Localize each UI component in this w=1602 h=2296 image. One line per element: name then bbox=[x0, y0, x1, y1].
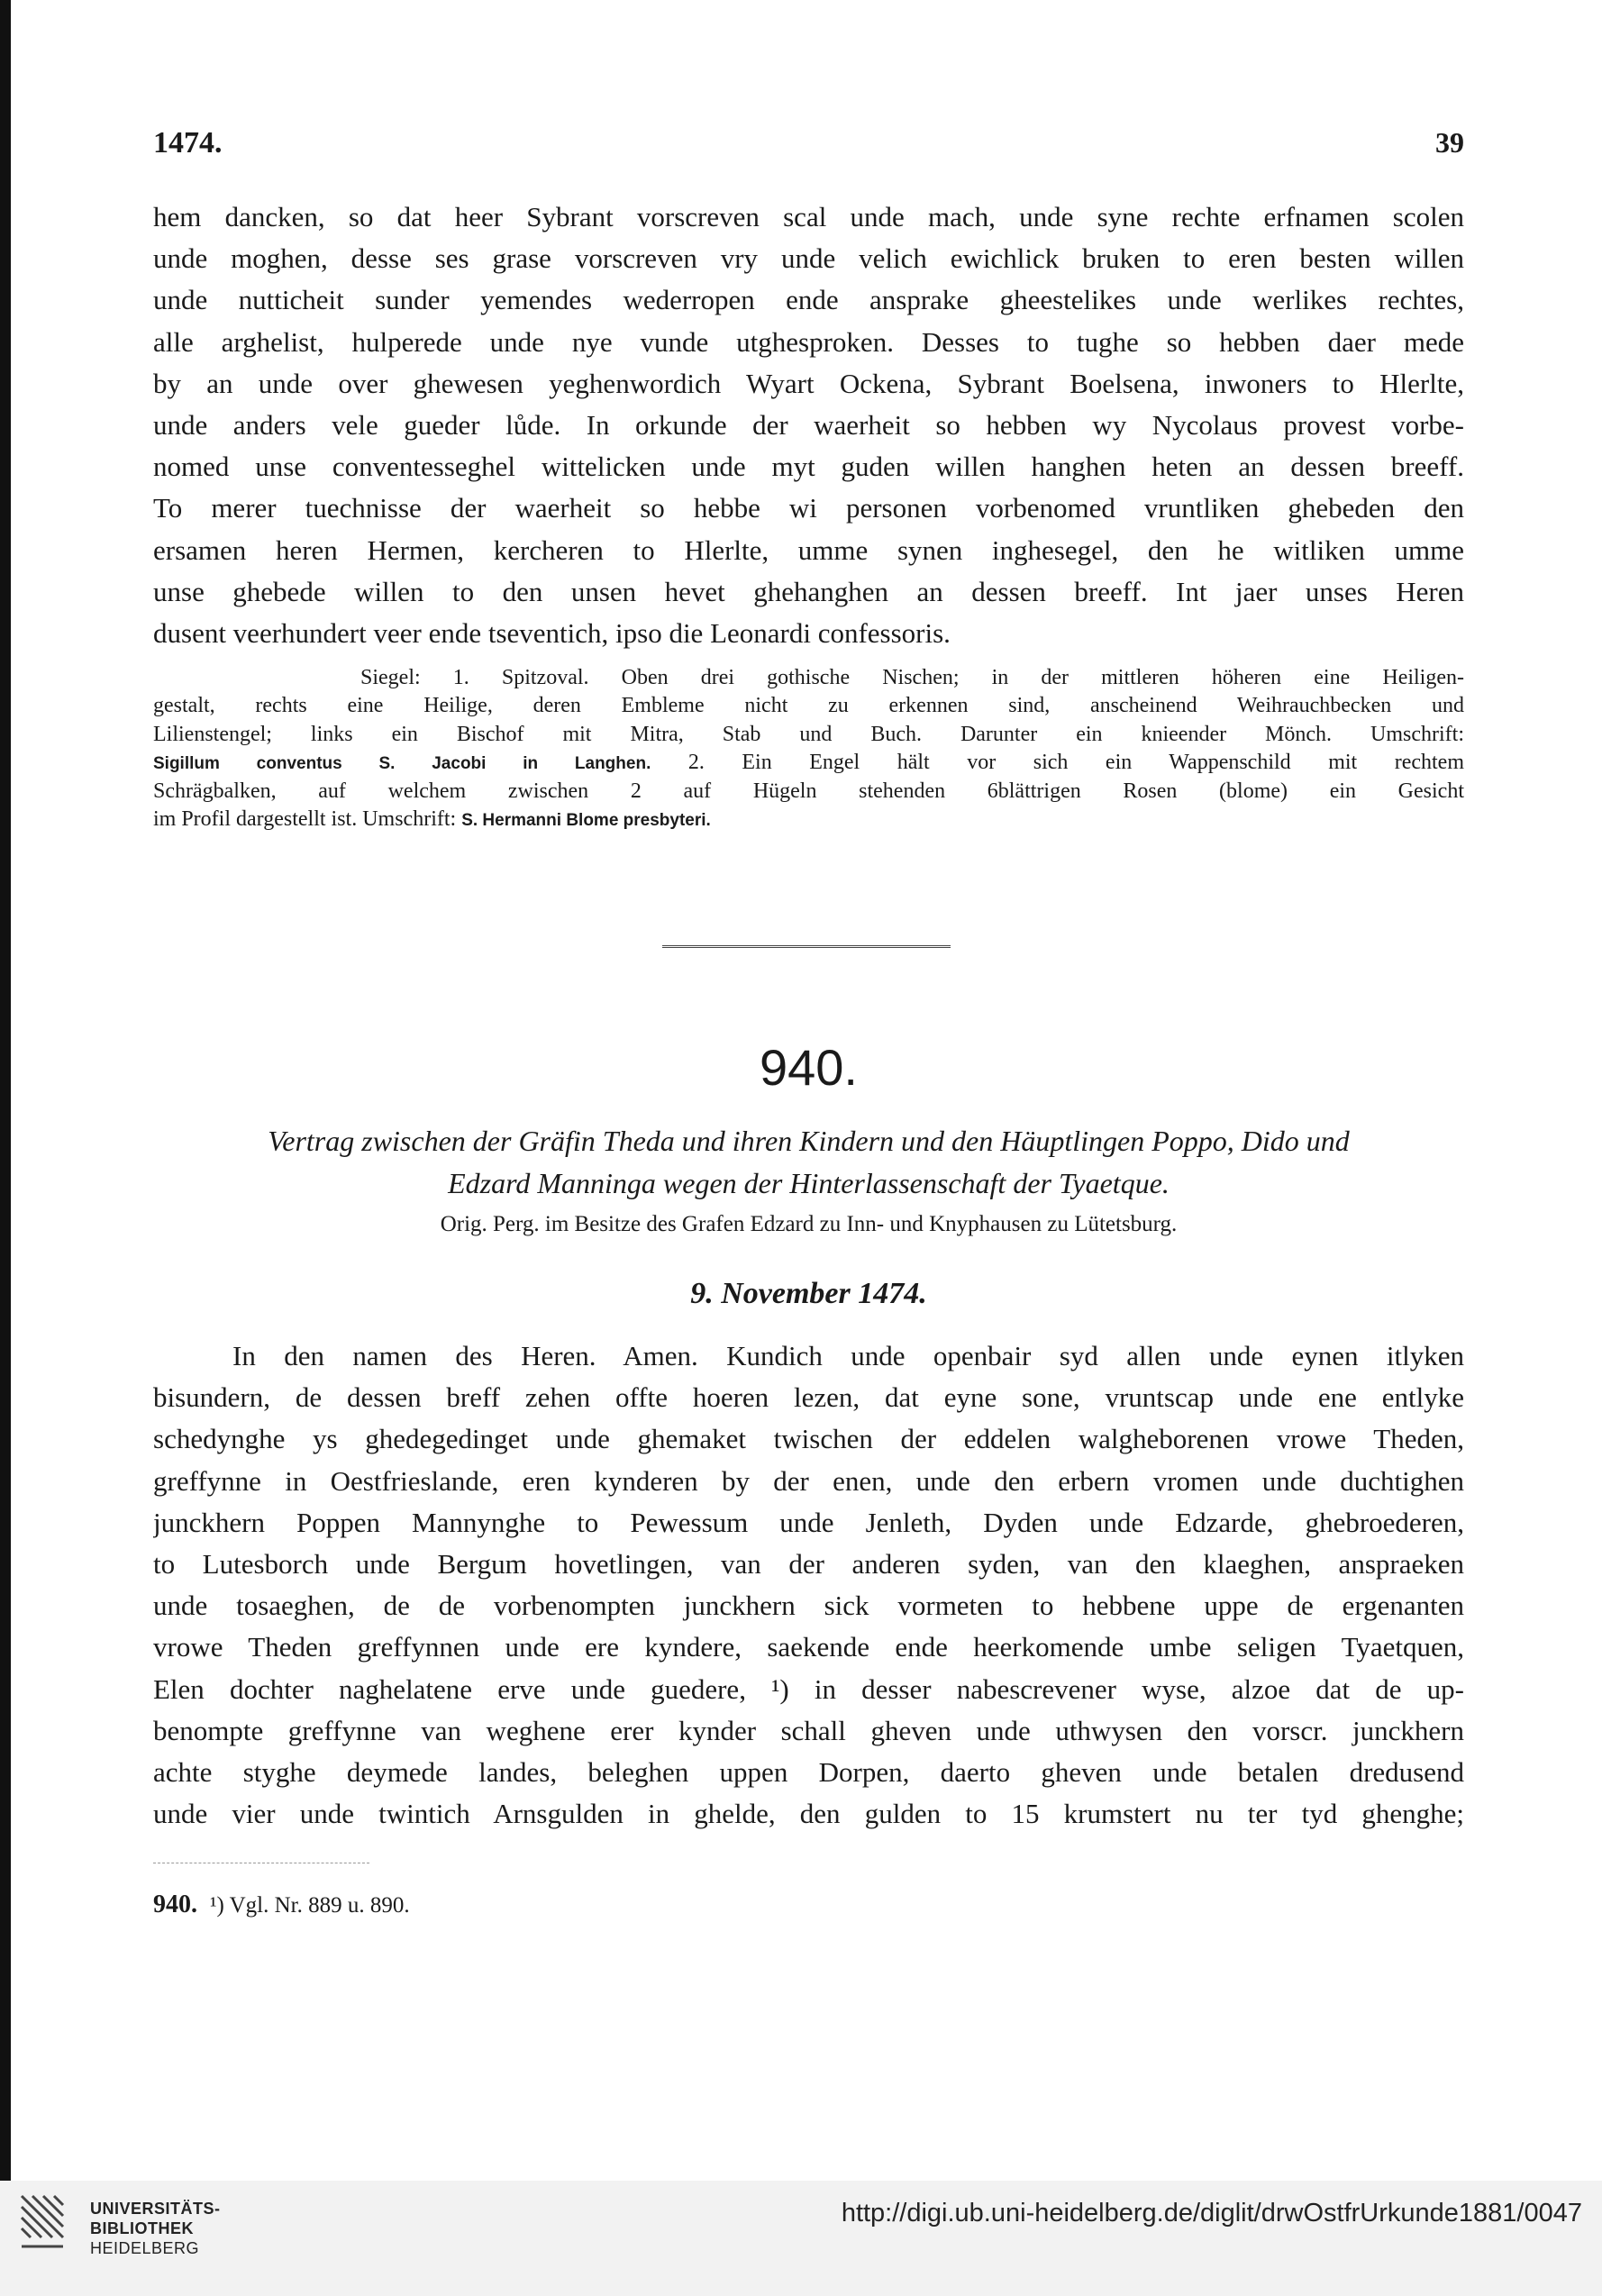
footnote bbox=[153, 1891, 410, 1919]
note-line: Siegel: 1. Spitzoval. Oben drei gothische Nischen; in der mittleren höheren eine Heiligen- bbox=[360, 666, 1464, 689]
charter-text-continued bbox=[153, 196, 1464, 654]
note-line: Schrägbalken, auf welchem zwischen 2 auf Hügeln stehenden 6blättrigen Rosen (blome) ein Gesicht bbox=[153, 779, 1464, 803]
note-line: Lilienstengel; links ein Bischof mit Mitra, Stab und Buch. Darunter ein knieender Mönch. Umschrift: bbox=[153, 722, 1464, 746]
text-line: unde anders vele gueder lůde. In orkunde der waerheit so hebben wy Nycolaus provest vorbe- bbox=[153, 408, 1464, 441]
text-line: unde moghen, desse ses grase vorscreven vry unde velich ewichlick bruken to eren besten willen bbox=[153, 242, 1464, 275]
text-line: unde nutticheit sunder yemendes wederropen ende ansprake gheestelikes unde werlikes rechtes, bbox=[153, 284, 1464, 316]
document-source: Orig. Perg. im Besitze des Grafen Edzard zu Inn- und Knyphausen zu Lütetsburg. bbox=[440, 1212, 1178, 1236]
library-name-line: UNIVERSITÄTS- bbox=[90, 2200, 221, 2218]
note-fragment: im Profil dargestellt ist. Umschrift: bbox=[153, 806, 462, 831]
text-line: nomed unse conventesseghel wittelicken unde myt guden willen hanghen heten an dessen breeff. bbox=[153, 451, 1464, 483]
text-line: schedynghe ys ghedegedinget unde ghemaket twischen der eddelen walgheborenen vrowe Theden, bbox=[153, 1423, 1464, 1455]
note-line: gestalt, rechts eine Heilige, deren Embleme nicht zu erkennen sind, anscheinend Weihrauchbecken und bbox=[153, 694, 1464, 718]
library-logo-icon bbox=[18, 2192, 67, 2250]
document-title bbox=[153, 1120, 1464, 1205]
page-number: 39 bbox=[1435, 126, 1464, 159]
charter-text bbox=[153, 1335, 1464, 1835]
running-header bbox=[153, 126, 1464, 162]
text-line: vrowe Theden greffynnen unde ere kyndere, saekende ende heerkomende umbe seligen Tyaetquen, bbox=[153, 1631, 1464, 1663]
footnote-number: 940. bbox=[153, 1891, 197, 1918]
text-line: benompte greffynne van weghene erer kynder schall gheven unde uthwysen den vorscr. junckhern bbox=[153, 1714, 1464, 1746]
text-line: To merer tuechnisse der waerheit so hebbe wi personen vorbenomed vruntliken ghebeden den bbox=[153, 492, 1464, 524]
document-date: 9. November 1474. bbox=[690, 1277, 927, 1310]
note-line bbox=[153, 749, 1464, 777]
text-line: unde vier unde twintich Arnsgulden in ghelde, den gulden to 15 krumstert nu ter tyd ghenghe; bbox=[153, 1798, 1464, 1830]
text-line: Elen dochter naghelatene erve unde guedere, ¹) in desser nabescrevener wyse, alzoe dat de up- bbox=[153, 1672, 1464, 1705]
library-name-line: HEIDELBERG bbox=[90, 2239, 200, 2257]
text-line: ersamen heren Hermen, kercheren to Hlerlte, umme synen inghesegel, den he witliken umme bbox=[153, 533, 1464, 566]
source-url-link[interactable]: http://digi.ub.uni-heidelberg.de/diglit/drwOstfrUrkunde1881/0047 bbox=[841, 2199, 1582, 2228]
text-line: dusent veerhundert veer ende tseventich, ipso die Leonardi confessoris. bbox=[153, 616, 951, 649]
text-line: unse ghebede willen to den unsen hevet ghehanghen an dessen breeff. Int jaer unses Heren bbox=[153, 575, 1464, 607]
library-name-line: BIBLIOTHEK bbox=[90, 2219, 194, 2237]
text-line: greffynne in Oestfrieslande, eren kynderen by der enen, unde den erbern vromen unde duchtighen bbox=[153, 1464, 1464, 1497]
text-line: to Lutesborch unde Bergum hovetlingen, van der anderen syden, van den klaeghen, anspraeken bbox=[153, 1547, 1464, 1580]
document-number: 940. bbox=[760, 1039, 858, 1096]
text-line: hem dancken, so dat heer Sybrant vorscreven scal unde mach, unde syne rechte erfnamen scolen bbox=[153, 201, 1464, 232]
header-year: 1474. bbox=[153, 126, 223, 159]
text-line: In den namen des Heren. Amen. Kundich unde openbair syd allen unde eynen itlyken bbox=[232, 1340, 1464, 1371]
seal-description bbox=[153, 664, 1464, 834]
library-name bbox=[90, 2199, 221, 2258]
title-line: Vertrag zwischen der Gräfin Theda und ihren Kindern und den Häuptlingen Poppo, Dido und bbox=[268, 1125, 1350, 1157]
scan-edge bbox=[0, 0, 11, 2181]
text-line: unde tosaeghen, de de vorbenompten junckhern sick vormeten to hebbene uppe de ergenanten bbox=[153, 1590, 1464, 1622]
seal-inscription: Sigillum conventus S. Jacobi in Langhen. bbox=[153, 754, 651, 774]
note-line bbox=[153, 806, 1464, 834]
section-divider bbox=[662, 945, 951, 948]
footnote-text: ¹) Vgl. Nr. 889 u. 890. bbox=[210, 1893, 410, 1918]
text-line: alle arghelist, hulperede unde nye vunde utghesproken. Desses to tughe so hebben daer mede bbox=[153, 325, 1464, 358]
text-line: junckhern Poppen Mannynghe to Pewessum unde Jenleth, Dyden unde Edzarde, ghebroederen, bbox=[153, 1506, 1464, 1538]
title-line: Edzard Manninga wegen der Hinterlassenschaft der Tyaetque. bbox=[448, 1167, 1170, 1199]
text-line: achte styghe deymede landes, beleghen uppen Dorpen, daerto gheven unde betalen dredusend bbox=[153, 1755, 1464, 1788]
seal-inscription: S. Hermanni Blome presbyteri. bbox=[461, 810, 711, 830]
note-fragment: 2. Ein Engel hält vor sich ein Wappenschild mit rechtem bbox=[651, 751, 1464, 775]
text-line: by an unde over ghewesen yeghenwordich Wyart Ockena, Sybrant Boelsena, inwoners to Hlerlte, bbox=[153, 367, 1464, 399]
text-line: bisundern, de dessen breff zehen offte hoeren lezen, dat eyne sone, vruntscap unde ene entlyke bbox=[153, 1381, 1464, 1414]
